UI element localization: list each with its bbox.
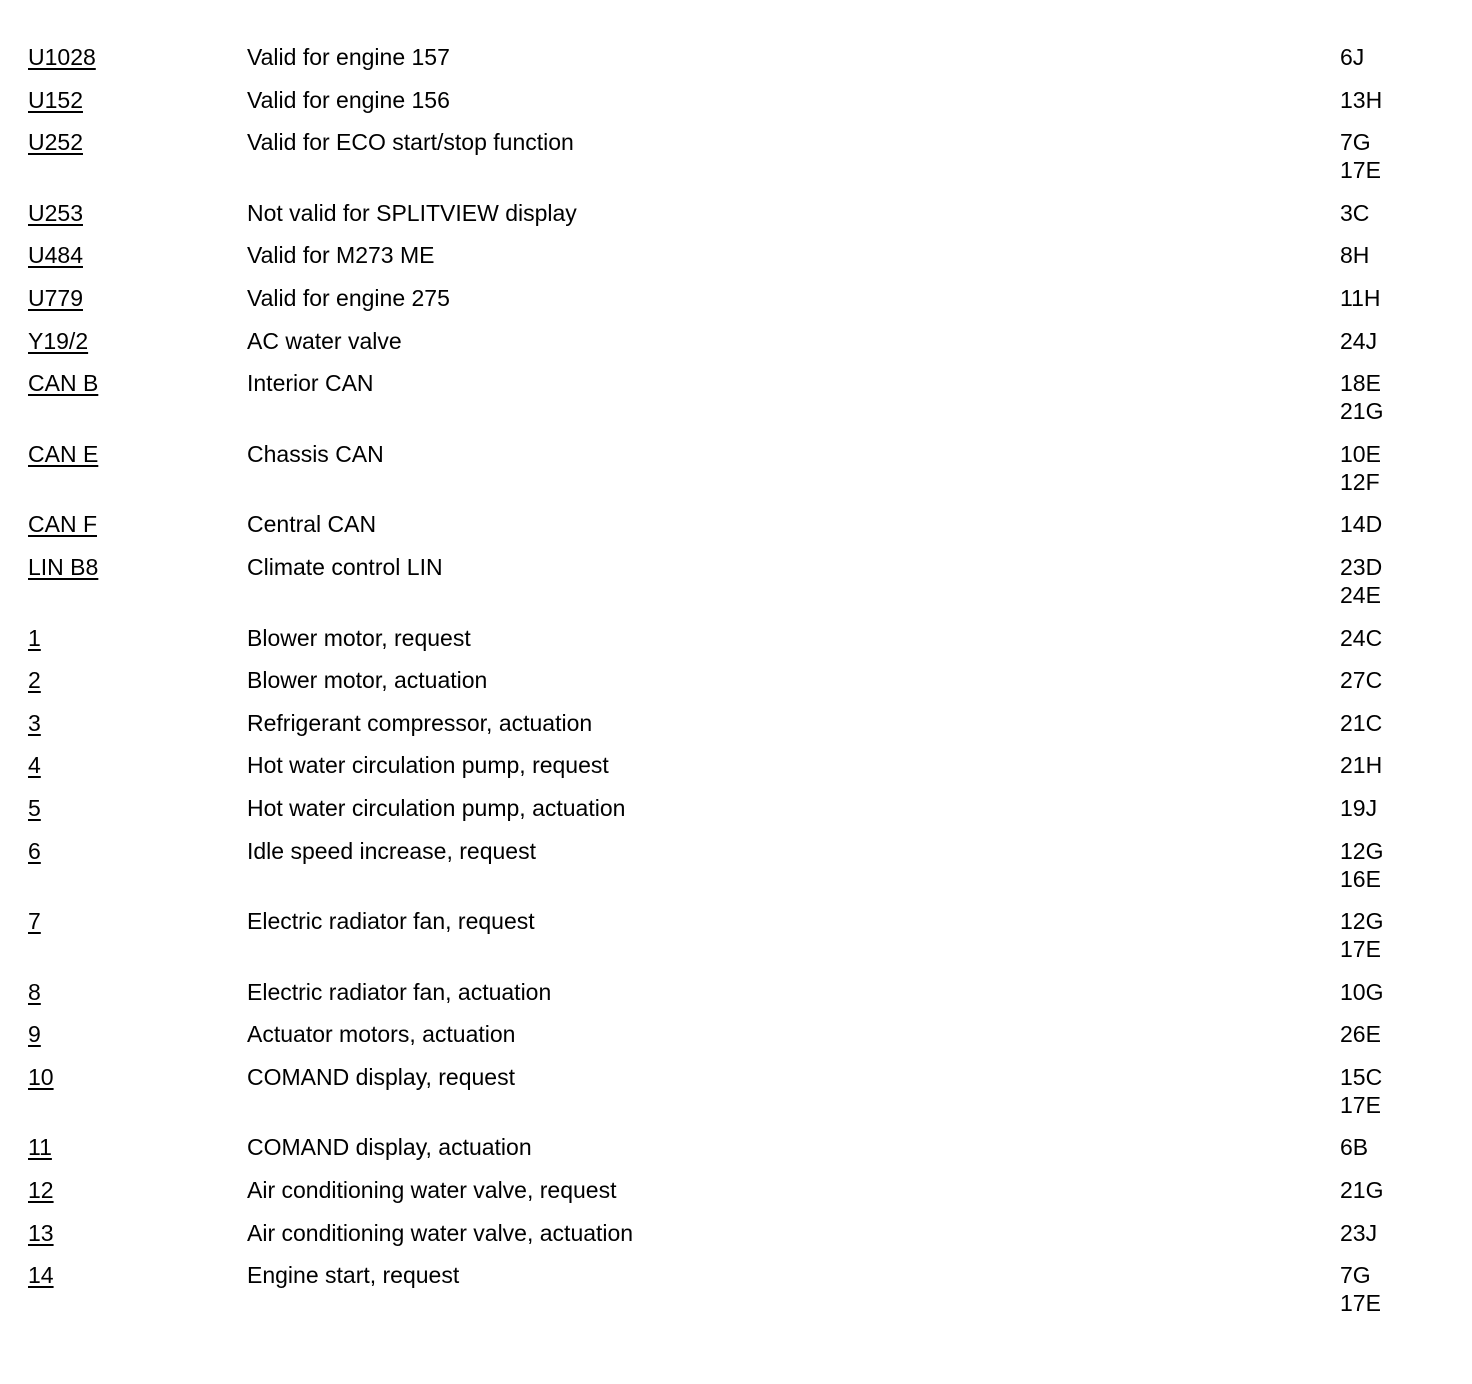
legend-refs <box>1340 241 1369 269</box>
grid-reference: 17E <box>1340 936 1381 963</box>
legend-description: Valid for engine 157 <box>247 44 450 70</box>
legend-code-link[interactable]: 9 <box>28 1021 41 1048</box>
grid-reference: 21G <box>1340 398 1384 425</box>
legend-refs <box>1340 284 1381 312</box>
legend-description: Air conditioning water valve, request <box>247 1177 617 1204</box>
legend-refs <box>1340 709 1382 737</box>
legend-row <box>0 86 1472 129</box>
legend-code-link[interactable]: U252 <box>28 129 83 156</box>
legend-description: Valid for engine 156 <box>247 86 450 113</box>
legend-description: Blower motor, actuation <box>247 667 488 694</box>
legend-row <box>0 369 1472 440</box>
grid-reference: 13H <box>1340 86 1383 113</box>
legend-description: Engine start, request <box>247 1262 460 1289</box>
legend-row <box>0 1063 1472 1134</box>
legend-description: Idle speed increase, request <box>247 837 536 864</box>
legend-code-link[interactable]: 3 <box>28 709 41 736</box>
legend-row <box>0 241 1472 284</box>
grid-reference: 6B <box>1340 1134 1369 1161</box>
legend-refs <box>1340 1219 1377 1247</box>
grid-reference: 24J <box>1340 327 1378 354</box>
legend-code-link[interactable]: U779 <box>28 284 83 311</box>
legend-code-link[interactable]: 8 <box>28 978 41 1005</box>
legend-code-link[interactable]: CAN E <box>28 440 99 467</box>
legend-row <box>0 837 1472 908</box>
legend-refs <box>1340 794 1377 822</box>
legend-description: Air conditioning water valve, actuation <box>247 1219 634 1246</box>
legend-refs <box>1340 624 1382 652</box>
grid-reference: 23J <box>1340 1219 1378 1246</box>
legend-description: Electric radiator fan, actuation <box>247 978 552 1005</box>
legend-refs <box>1340 751 1382 779</box>
legend-code-link[interactable]: U1028 <box>28 44 96 70</box>
legend-code-link[interactable]: 1 <box>28 624 41 651</box>
legend-description: Chassis CAN <box>247 440 384 467</box>
grid-reference: 3C <box>1340 199 1370 226</box>
legend-description: Refrigerant compressor, actuation <box>247 709 593 736</box>
legend-code-link[interactable]: U253 <box>28 199 83 226</box>
legend-row <box>0 553 1472 624</box>
legend-description: Hot water circulation pump, actuation <box>247 794 626 821</box>
legend-row <box>0 43 1472 86</box>
grid-reference: 24E <box>1340 581 1381 608</box>
grid-reference: 6J <box>1340 44 1365 70</box>
legend-refs <box>1340 666 1382 694</box>
grid-reference: 23D <box>1340 553 1383 580</box>
grid-reference: 19J <box>1340 794 1378 821</box>
legend-row <box>0 1176 1472 1219</box>
legend-refs <box>1340 907 1383 963</box>
grid-reference: 11H <box>1340 284 1381 311</box>
grid-reference: 17E <box>1340 157 1381 184</box>
legend-refs <box>1340 1261 1381 1317</box>
legend-refs <box>1340 440 1381 496</box>
legend-refs <box>1340 978 1383 1006</box>
legend-refs <box>1340 327 1377 355</box>
legend-code-link[interactable]: 13 <box>28 1219 54 1246</box>
legend-description: Blower motor, request <box>247 624 471 651</box>
grid-reference: 17E <box>1340 1290 1381 1317</box>
legend-row <box>0 907 1472 978</box>
legend-row <box>0 1261 1472 1332</box>
grid-reference: 17E <box>1340 1091 1381 1118</box>
grid-reference: 7G <box>1340 1262 1371 1289</box>
legend-description: AC water valve <box>247 327 402 354</box>
legend-row <box>0 1219 1472 1262</box>
grid-reference: 10G <box>1340 978 1384 1005</box>
legend-code-link[interactable]: 2 <box>28 667 41 694</box>
legend-description: Electric radiator fan, request <box>247 908 535 935</box>
legend-refs <box>1340 1020 1381 1048</box>
grid-reference: 14D <box>1340 511 1383 538</box>
legend-description: Hot water circulation pump, request <box>247 752 609 779</box>
legend-code-link[interactable]: 11 <box>28 1134 52 1161</box>
legend-refs <box>1340 510 1382 538</box>
legend-description: Interior CAN <box>247 370 374 397</box>
legend-description: Valid for M273 ME <box>247 242 435 269</box>
legend-description: COMAND display, request <box>247 1063 515 1090</box>
legend-refs <box>1340 199 1369 227</box>
legend-code-link[interactable]: LIN B8 <box>28 553 99 580</box>
legend-description: Climate control LIN <box>247 553 443 580</box>
grid-reference: 12F <box>1340 468 1380 495</box>
legend-description: Actuator motors, actuation <box>247 1021 516 1048</box>
grid-reference: 15C <box>1340 1063 1383 1090</box>
legend-code-link[interactable]: U484 <box>28 242 83 269</box>
grid-reference: 24C <box>1340 624 1383 651</box>
legend-row <box>0 284 1472 327</box>
legend-row <box>0 709 1472 752</box>
legend-refs <box>1340 837 1383 893</box>
grid-reference: 26E <box>1340 1021 1381 1048</box>
grid-reference: 16E <box>1340 865 1381 892</box>
legend-row <box>0 978 1472 1021</box>
legend-refs <box>1340 1133 1368 1161</box>
grid-reference: 21G <box>1340 1177 1384 1204</box>
legend-row <box>0 666 1472 709</box>
legend-description: Not valid for SPLITVIEW display <box>247 199 577 226</box>
legend-code-link[interactable]: 7 <box>28 908 41 935</box>
legend-code-link[interactable]: U152 <box>28 86 83 113</box>
grid-reference: 27C <box>1340 667 1383 694</box>
legend-refs <box>1340 369 1383 425</box>
legend-description: Valid for engine 275 <box>247 284 450 311</box>
grid-reference: 12G <box>1340 908 1384 935</box>
legend-code-link[interactable]: 6 <box>28 837 41 864</box>
legend-table <box>0 43 1472 1332</box>
legend-code-link[interactable]: 4 <box>28 752 41 779</box>
legend-row <box>0 327 1472 370</box>
grid-reference: 21H <box>1340 752 1383 779</box>
legend-row <box>0 751 1472 794</box>
grid-reference: 10E <box>1340 440 1381 467</box>
legend-code-link[interactable]: 10 <box>28 1063 54 1090</box>
grid-reference: 8H <box>1340 242 1370 269</box>
legend-row <box>0 1020 1472 1063</box>
legend-code-link[interactable]: 12 <box>28 1177 54 1204</box>
legend-code-link[interactable]: 5 <box>28 794 41 821</box>
legend-row <box>0 1133 1472 1176</box>
legend-row <box>0 794 1472 837</box>
legend-row <box>0 128 1472 199</box>
grid-reference: 21C <box>1340 709 1383 736</box>
legend-description: COMAND display, actuation <box>247 1134 532 1161</box>
legend-refs <box>1340 128 1381 184</box>
grid-reference: 18E <box>1340 370 1381 397</box>
grid-reference: 7G <box>1340 129 1371 156</box>
legend-row <box>0 440 1472 511</box>
legend-code-link[interactable]: CAN B <box>28 370 99 397</box>
legend-refs <box>1340 553 1382 609</box>
legend-refs <box>1340 1063 1382 1119</box>
legend-row <box>0 510 1472 553</box>
legend-description: Valid for ECO start/stop function <box>247 129 574 156</box>
legend-description: Central CAN <box>247 511 377 538</box>
legend-refs <box>1340 1176 1383 1204</box>
legend-row <box>0 199 1472 242</box>
grid-reference: 12G <box>1340 837 1384 864</box>
legend-code-link[interactable]: 14 <box>28 1262 54 1289</box>
legend-row <box>0 624 1472 667</box>
legend-refs <box>1340 43 1364 71</box>
legend-refs <box>1340 86 1382 114</box>
legend-code-link[interactable]: Y19/2 <box>28 327 89 354</box>
legend-code-link[interactable]: CAN F <box>28 511 97 538</box>
